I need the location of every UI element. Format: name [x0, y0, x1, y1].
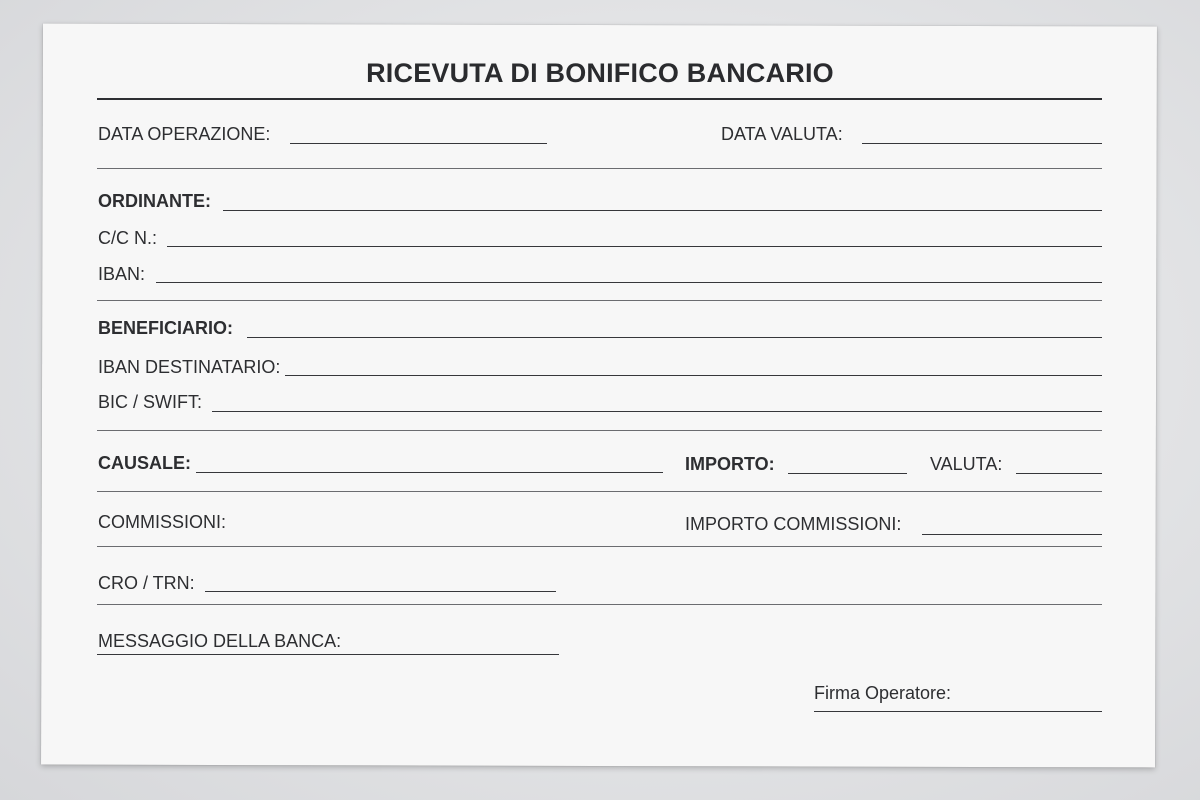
causale-field[interactable]	[196, 472, 663, 473]
firma-operatore-field[interactable]	[814, 711, 1102, 712]
importo-commissioni-field[interactable]	[922, 534, 1102, 535]
data-operazione-label: DATA OPERAZIONE:	[98, 124, 271, 144]
firma-operatore-label: Firma Operatore:	[814, 683, 952, 703]
receipt-title: RICEVUTA DI BONIFICO BANCARIO	[366, 58, 834, 88]
valuta-field[interactable]	[1016, 473, 1102, 474]
section-divider	[97, 300, 1102, 301]
bic-swift-field[interactable]	[212, 411, 1102, 412]
bic-swift-label: BIC / SWIFT:	[98, 392, 203, 412]
causale-label: CAUSALE:	[98, 453, 191, 473]
title-underline	[97, 98, 1102, 100]
ordinante-field[interactable]	[223, 210, 1102, 211]
importo-commissioni-label: IMPORTO COMMISSIONI:	[685, 514, 902, 534]
section-divider	[97, 491, 1102, 492]
beneficiario-label: BENEFICIARIO:	[98, 318, 233, 338]
messaggio-banca-label: MESSAGGIO DELLA BANCA:	[98, 631, 342, 651]
section-divider	[97, 546, 1102, 547]
section-divider	[97, 168, 1102, 169]
data-operazione-field[interactable]	[290, 143, 547, 144]
section-divider	[97, 604, 1102, 605]
cc-number-label: C/C N.:	[98, 228, 158, 248]
cro-trn-label: CRO / TRN:	[98, 573, 195, 593]
section-divider	[97, 430, 1102, 431]
data-valuta-label: DATA VALUTA:	[721, 124, 843, 144]
iban-destinatario-field[interactable]	[285, 375, 1102, 376]
cc-number-field[interactable]	[167, 246, 1102, 247]
ordinante-label: ORDINANTE:	[98, 191, 211, 211]
iban-field[interactable]	[156, 282, 1102, 283]
iban-destinatario-label: IBAN DESTINATARIO:	[98, 357, 281, 377]
valuta-label: VALUTA:	[930, 454, 1003, 474]
beneficiario-field[interactable]	[247, 337, 1102, 338]
commissioni-label: COMMISSIONI:	[98, 512, 227, 532]
iban-label: IBAN:	[98, 264, 146, 284]
cro-trn-field[interactable]	[205, 591, 556, 592]
data-valuta-field[interactable]	[862, 143, 1102, 144]
importo-field[interactable]	[788, 473, 907, 474]
importo-label: IMPORTO:	[685, 454, 775, 474]
messaggio-banca-field[interactable]	[97, 654, 559, 655]
